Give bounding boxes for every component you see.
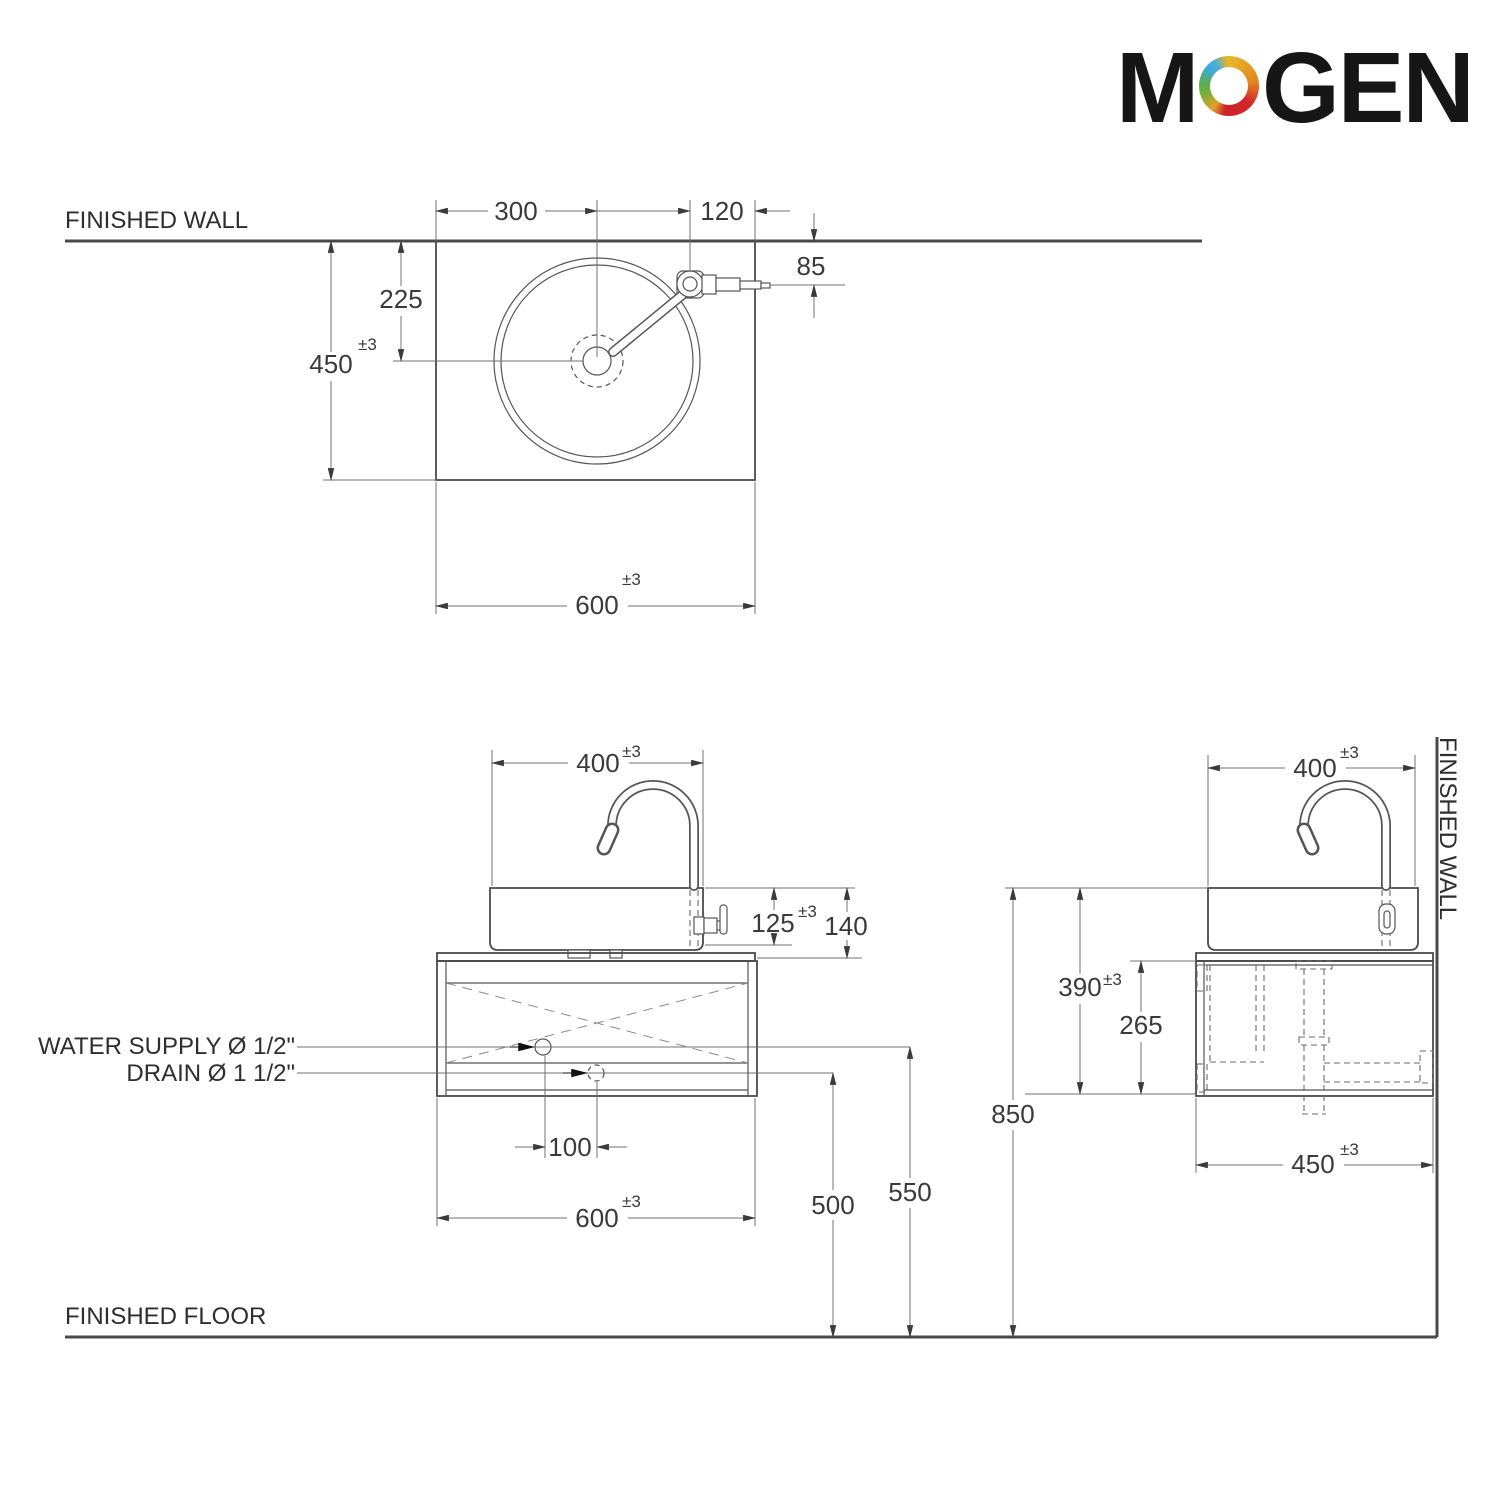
valve-mid [716,278,740,291]
logo-o-ring-hole [1210,67,1248,105]
countertop-front [437,953,755,961]
logo-letters-gen: GEN [1262,32,1473,144]
dim-225: 225 [379,284,423,314]
dim-120: 120 [700,196,744,226]
cabinet-side [1196,961,1433,1096]
finished-wall-label: FINISHED WALL [65,207,249,234]
dim-600-front-tol: ±3 [622,1192,641,1211]
dim-125-tol: ±3 [798,902,817,921]
drawer-x-mark-2 [446,983,748,1063]
dim-850: 850 [991,1099,1035,1129]
water-supply-label: WATER SUPPLY Ø 1/2" [37,1033,295,1060]
dim-450-side: 450 [1291,1149,1335,1179]
dim-265: 265 [1119,1010,1163,1040]
dim-600-front: 600 [575,1203,619,1233]
faucet-front [604,785,727,946]
top-view-dimensions [309,196,825,620]
dim-500: 500 [811,1190,855,1220]
faucet-plan [613,271,770,352]
valve-lever [720,905,727,934]
front-view-dimensions [437,742,932,1337]
valve-lever-side [1379,904,1395,934]
finished-floor-label: FINISHED FLOOR [65,1303,267,1330]
logo-letter-m: M [1116,32,1198,144]
side-view [991,743,1433,1337]
dim-400-front: 400 [576,748,620,778]
top-view [309,196,845,620]
countertop-side [1196,953,1433,961]
hidden-plumbing [1197,961,1433,1114]
finished-wall-side-label: FINISHED WALL [1434,737,1461,921]
dim-450-side-tol: ±3 [1340,1140,1359,1159]
gooseneck-fill [612,785,694,886]
valve-body [702,275,716,294]
side-view-extension-lines [1005,755,1433,1173]
wall-elbow-hidden [1420,1051,1433,1083]
reference-lines [65,207,1461,1337]
dim-140: 140 [824,911,868,941]
logo-o-ring-icon [1199,56,1259,116]
dim-100: 100 [548,1132,592,1162]
dim-600-top: 600 [575,590,619,620]
dim-400-front-tol: ±3 [622,742,641,761]
valve-body-front [704,918,717,933]
dim-450-tol: ±3 [358,335,377,354]
faucet-flange [677,271,703,297]
dim-400-side-tol: ±3 [1340,743,1359,762]
valve-tip [761,283,770,288]
basin-front [490,888,703,950]
valve-stem [740,281,761,289]
spout-arm-fill [613,292,686,352]
gooseneck-side-fill [1304,785,1386,886]
dim-125: 125 [751,908,795,938]
dim-390-tol: ±3 [1103,970,1122,989]
valve-nut [694,917,704,934]
bracket-hidden-bottom [1197,1064,1207,1092]
dim-600-top-tol: ±3 [622,570,641,589]
cabinet-front [437,961,757,1096]
dim-300: 300 [494,196,538,226]
bracket-hidden-top [1197,965,1207,991]
front-view-extension-lines [437,750,862,1226]
faucet-side [1304,785,1395,946]
mogen-logo [1116,32,1473,144]
dim-390: 390 [1058,972,1102,1002]
dim-85: 85 [796,251,826,281]
basin-mount-tab [568,950,590,958]
trap-coupling-hidden [1299,1037,1329,1045]
front-view [38,742,932,1337]
dim-450: 450 [309,349,353,379]
dim-400-side: 400 [1293,753,1337,783]
dim-550: 550 [888,1177,932,1207]
drain-label: DRAIN Ø 1 1/2" [126,1060,295,1087]
side-view-dimensions [991,743,1433,1337]
basin-mount-tab-2 [610,950,622,958]
